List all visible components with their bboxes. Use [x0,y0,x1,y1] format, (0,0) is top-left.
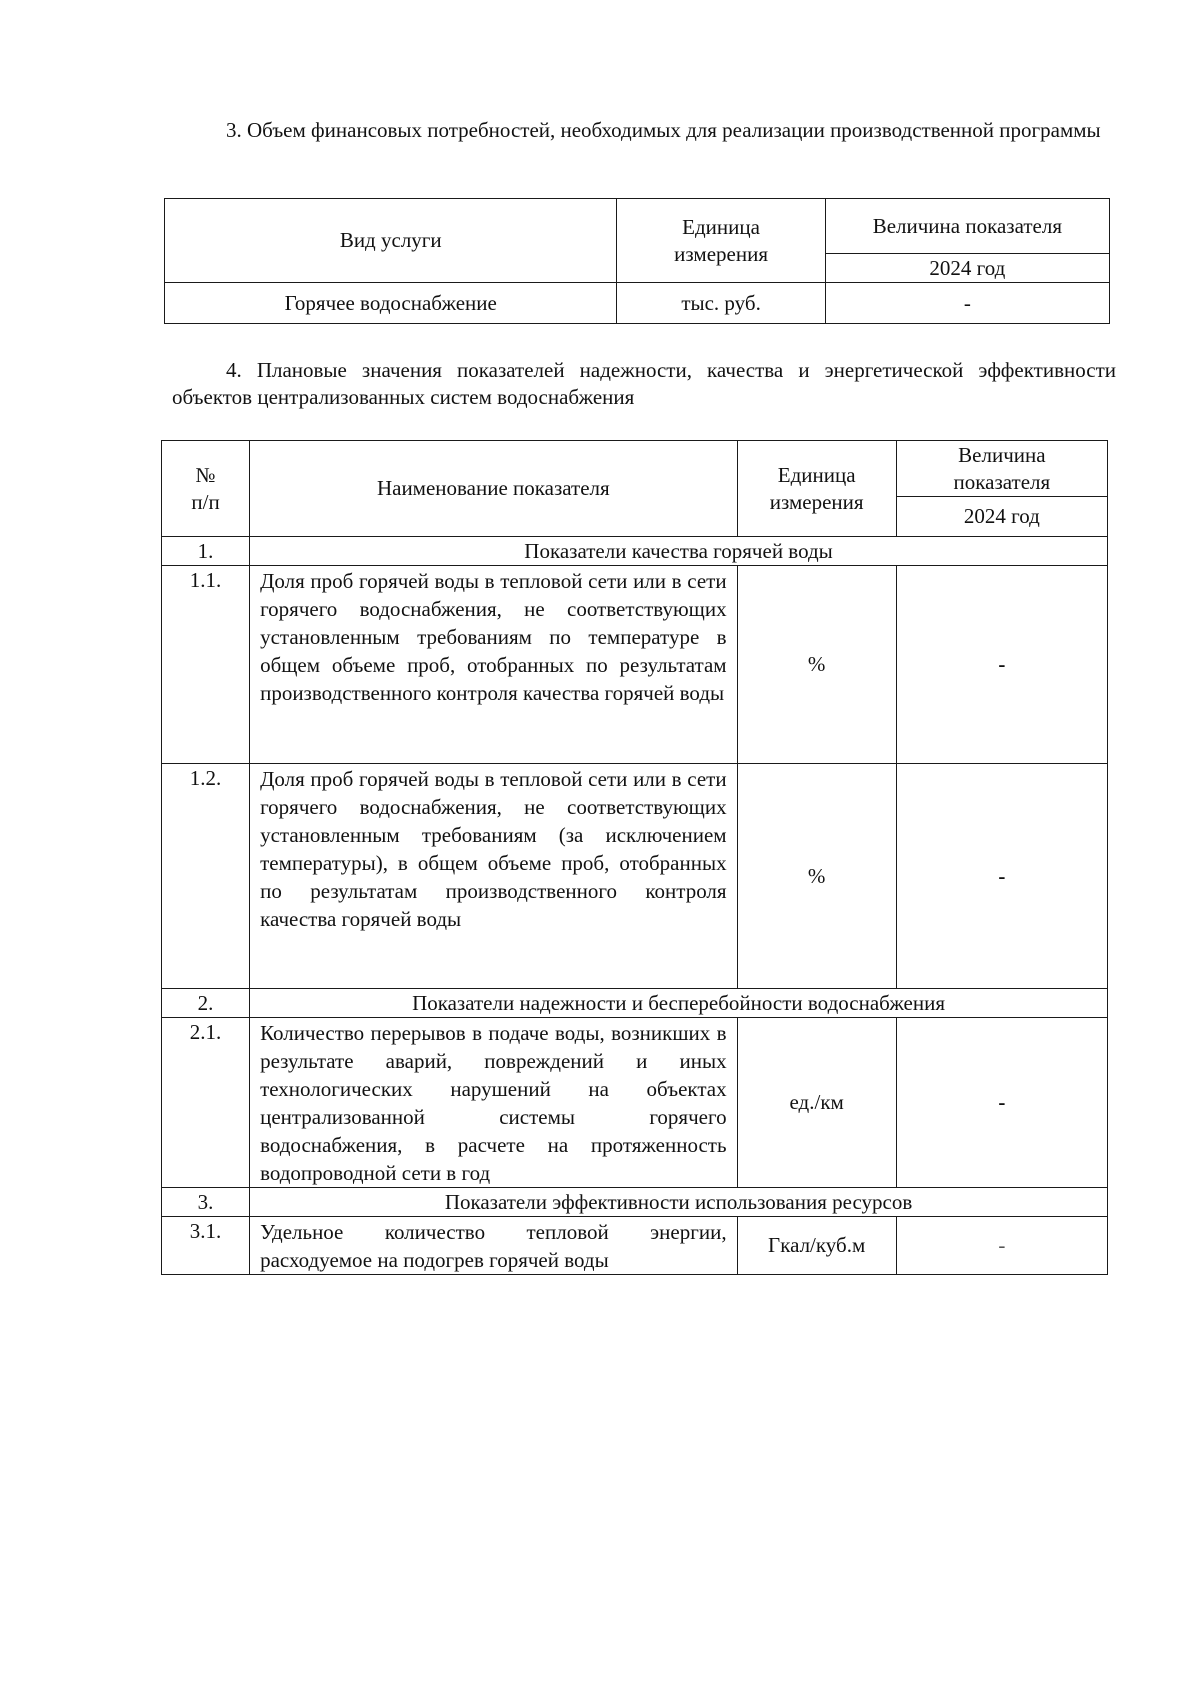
value-cell: - [896,1217,1107,1275]
row-number: 1.2. [162,764,250,989]
header-unit: Единица измерения [617,199,825,283]
financial-needs-table [164,198,1110,324]
indicators-table [161,440,1108,1275]
group-row [162,537,1108,566]
section-4-heading: 4. Плановые значения показателей надежности, качества и энергетической эффективности объектов централизованных систем водоснабжения [172,358,1116,409]
header-year: 2024 год [896,497,1107,537]
table-row [165,283,1110,324]
indicator-name: Доля проб горячей воды в тепловой сети или в сети горячего водоснабжения, не соответствующих установленным требованиям (за исключением температуры), в общем объеме проб, отобранных по результатам производственного контроля качества горячей воды [250,764,738,989]
header-unit: Единица измерения [737,441,896,537]
row-number: 3.1. [162,1217,250,1275]
unit-cell: % [737,764,896,989]
table-row [162,1217,1108,1275]
group-title: Показатели надежности и бесперебойности водоснабжения [250,989,1108,1018]
unit-cell: ед./км [737,1018,896,1188]
row-number: 2.1. [162,1018,250,1188]
row-number: 1.1. [162,566,250,764]
header-value: Величина показателя [825,199,1109,254]
group-title: Показатели эффективности использования ресурсов [250,1188,1108,1217]
unit-cell: % [737,566,896,764]
header-indicator-name: Наименование показателя [250,441,738,537]
header-value: Величина показателя [896,441,1107,497]
unit-cell: Гкал/куб.м [737,1217,896,1275]
section-3-heading: 3. Объем финансовых потребностей, необходимых для реализации производственной программы [226,118,1101,142]
header-service-type: Вид услуги [165,199,617,283]
value-cell: - [896,764,1107,989]
group-number: 2. [162,989,250,1018]
table-row [162,1018,1108,1188]
value-cell: - [825,283,1109,324]
value-cell: - [896,1018,1107,1188]
indicator-name: Доля проб горячей воды в тепловой сети или в сети горячего водоснабжения, не соответствующих установленным требованиям по температуре в общем объеме проб, отобранных по результатам производственного контроля качества горячей воды [250,566,738,764]
value-cell: - [896,566,1107,764]
group-number: 3. [162,1188,250,1217]
unit-cell: тыс. руб. [617,283,825,324]
table-row [162,764,1108,989]
service-cell: Горячее водоснабжение [165,283,617,324]
group-row [162,1188,1108,1217]
header-number: № п/п [162,441,250,537]
group-title: Показатели качества горячей воды [250,537,1108,566]
group-number: 1. [162,537,250,566]
header-year: 2024 год [825,254,1109,283]
indicator-name: Удельное количество тепловой энергии, расходуемое на подогрев горячей воды [250,1217,738,1275]
table-row [162,566,1108,764]
indicator-name: Количество перерывов в подаче воды, возникших в результате аварий, повреждений и иных технологических нарушений на объектах централизованной системы горячего водоснабжения, в расчете на протяженность водопроводной сети в год [250,1018,738,1188]
group-row [162,989,1108,1018]
